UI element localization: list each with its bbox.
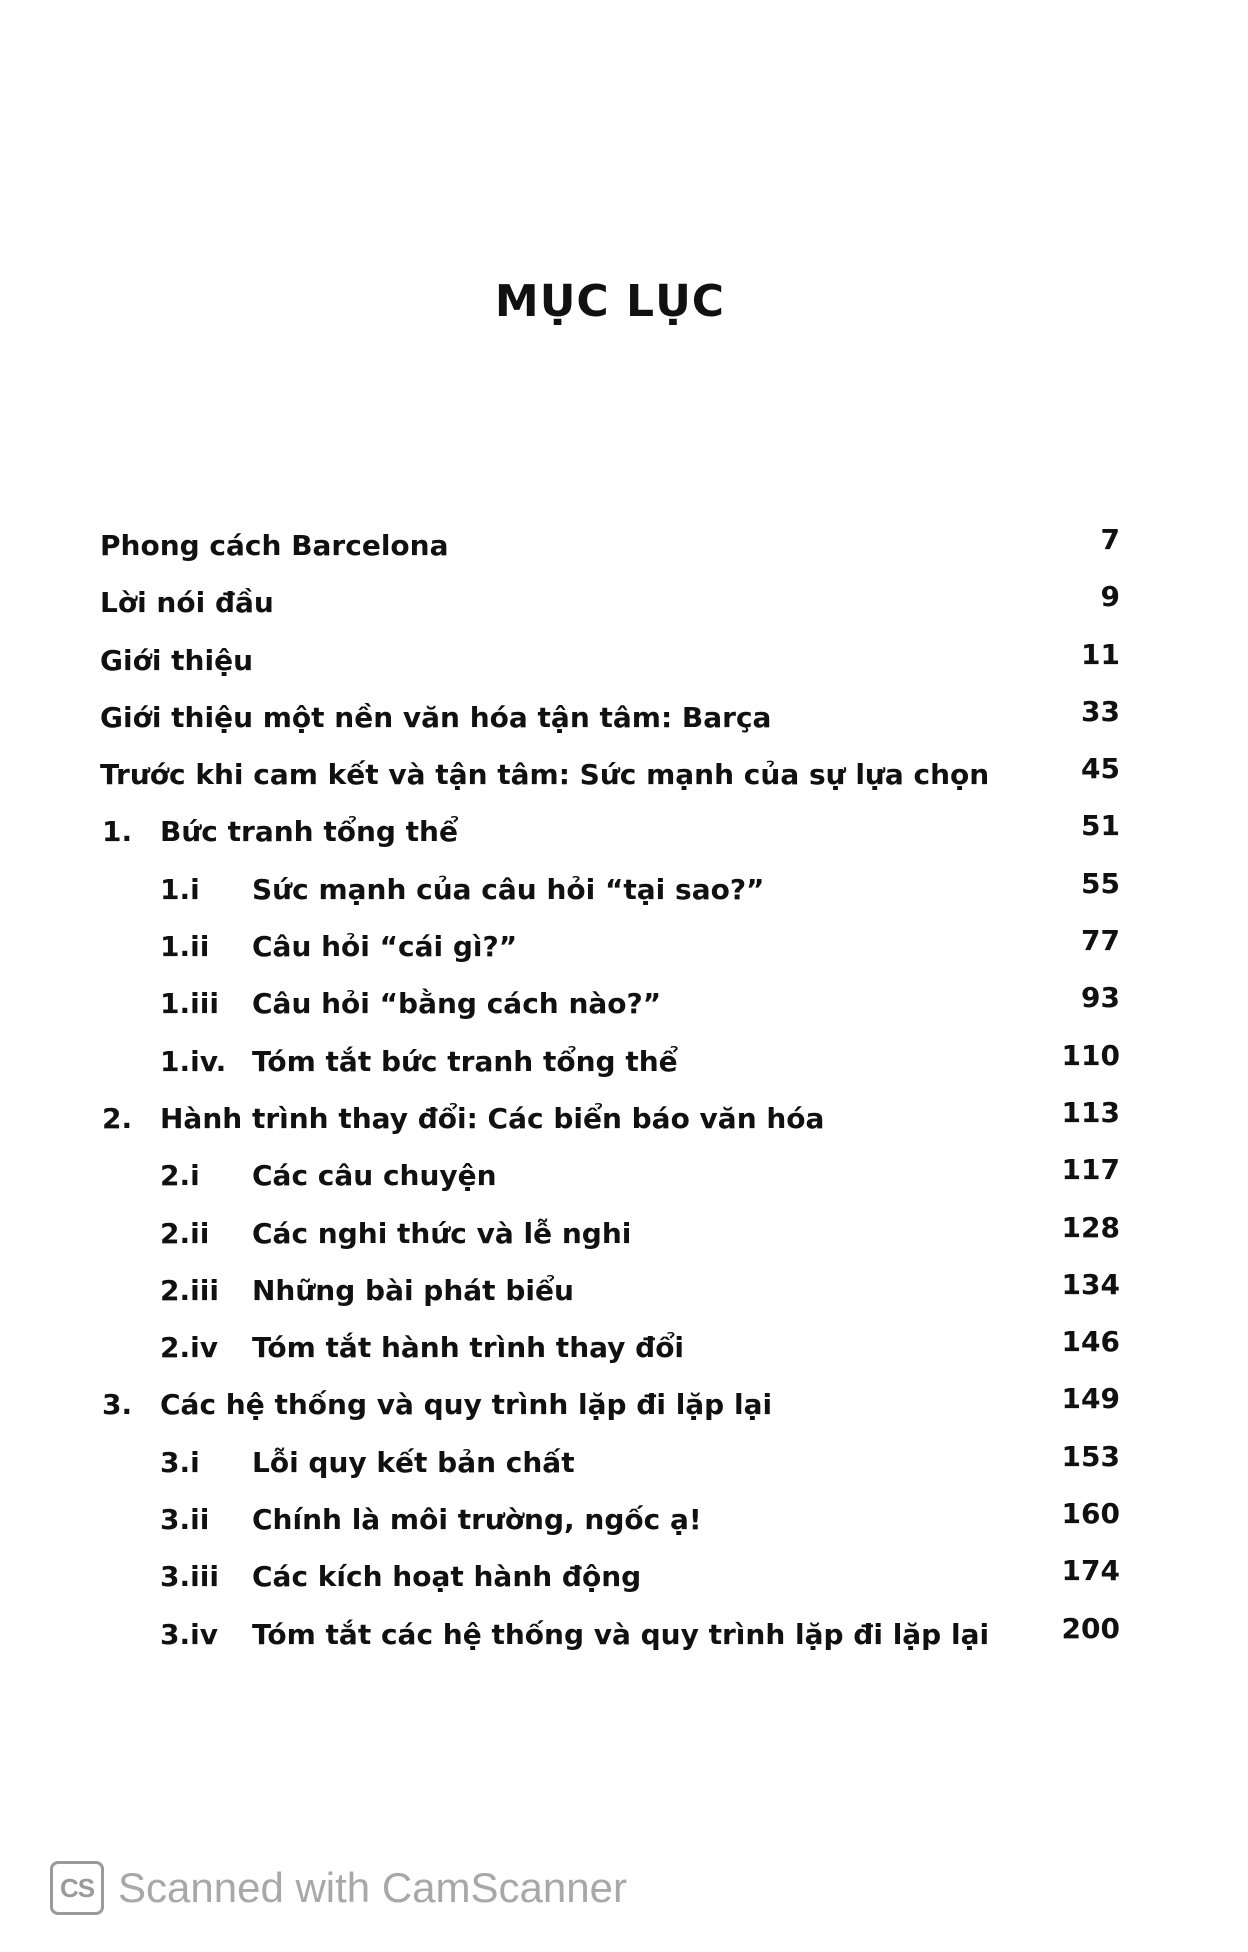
- toc-entry-page-number: 128: [1061, 1210, 1120, 1244]
- toc-entry: [100, 632, 1120, 689]
- toc-entry-page-number: 51: [1081, 809, 1120, 843]
- toc-entry-page-number: 149: [1061, 1382, 1120, 1416]
- toc-entry-title: Giới thiệu: [100, 643, 254, 677]
- toc-entry-title: Giới thiệu một nền văn hóa tận tâm: Barça: [100, 700, 772, 734]
- toc-entry-title: Các hệ thống và quy trình lặp đi lặp lại: [160, 1388, 773, 1422]
- toc-entry-number: 2.iii: [160, 1273, 219, 1307]
- toc-entry-title: Lời nói đầu: [100, 586, 274, 620]
- toc-entry-title: Bức tranh tổng thể: [160, 815, 458, 849]
- toc-entry: [100, 689, 1120, 746]
- toc-entry-title: Tóm tắt hành trình thay đổi: [252, 1331, 685, 1365]
- toc-entry-title: Các nghi thức và lễ nghi: [252, 1216, 632, 1250]
- toc-entry: [100, 975, 1120, 1032]
- watermark-text: Scanned with CamScanner: [118, 1864, 627, 1911]
- toc-entry: [100, 1376, 1120, 1433]
- toc-entry-page-number: 134: [1061, 1267, 1120, 1301]
- toc-entry: [100, 517, 1120, 574]
- toc-entry-number: 3.i: [160, 1445, 200, 1479]
- toc-entry-title: Lỗi quy kết bản chất: [252, 1445, 575, 1479]
- toc-entry-page-number: 153: [1061, 1439, 1120, 1473]
- toc-entry-title: Những bài phát biểu: [252, 1273, 574, 1307]
- toc-entry: [100, 1262, 1120, 1319]
- table-of-contents: [100, 517, 1120, 1663]
- toc-entry-page-number: 55: [1081, 866, 1120, 900]
- toc-entry-number: 2.: [102, 1101, 133, 1135]
- toc-entry-page-number: 146: [1061, 1325, 1120, 1359]
- toc-entry: [100, 1319, 1120, 1376]
- toc-entry-title: Sức mạnh của câu hỏi “tại sao?”: [252, 872, 765, 906]
- toc-entry-number: 3.: [102, 1388, 133, 1422]
- toc-entry-number: 1.: [102, 815, 133, 849]
- toc-entry-title: Chính là môi trường, ngốc ạ!: [252, 1503, 702, 1537]
- toc-entry: [100, 1434, 1120, 1491]
- toc-entry-number: 2.i: [160, 1159, 200, 1193]
- toc-entry-title: Hành trình thay đổi: Các biển báo văn hóa: [160, 1101, 825, 1135]
- toc-entry-title: Trước khi cam kết và tận tâm: Sức mạnh của sự lựa chọn: [100, 758, 990, 792]
- toc-entry: [100, 861, 1120, 918]
- toc-entry-title: Phong cách Barcelona: [100, 529, 449, 562]
- toc-entry: [100, 1548, 1120, 1605]
- toc-entry-page-number: 93: [1081, 981, 1120, 1015]
- toc-entry-page-number: 77: [1081, 924, 1120, 958]
- toc-entry: [100, 1491, 1120, 1548]
- toc-entry: [100, 1090, 1120, 1147]
- toc-entry-number: 1.iii: [160, 987, 219, 1021]
- toc-entry-title: Câu hỏi “cái gì?”: [252, 930, 518, 964]
- toc-entry: [100, 574, 1120, 631]
- toc-entry-page-number: 113: [1061, 1095, 1120, 1129]
- toc-entry: [100, 1205, 1120, 1262]
- toc-entry-page-number: 9: [1100, 580, 1120, 614]
- toc-entry-number: 1.iv.: [160, 1044, 227, 1078]
- toc-entry-page-number: 33: [1081, 694, 1120, 728]
- toc-entry-title: Câu hỏi “bằng cách nào?”: [252, 987, 662, 1021]
- toc-entry: [100, 1147, 1120, 1204]
- toc-entry-number: 1.i: [160, 872, 200, 906]
- toc-entry-page-number: 45: [1081, 752, 1120, 786]
- toc-entry-number: 2.ii: [160, 1216, 210, 1250]
- toc-entry-page-number: 200: [1061, 1611, 1120, 1645]
- toc-entry-number: 3.iii: [160, 1560, 219, 1594]
- camscanner-watermark: [50, 1858, 627, 1918]
- toc-entry-title: Tóm tắt bức tranh tổng thể: [252, 1044, 678, 1078]
- toc-entry-number: 3.iv: [160, 1617, 218, 1651]
- toc-entry: [100, 746, 1120, 803]
- toc-entry: [100, 803, 1120, 860]
- page-title: MỤC LỤC: [494, 276, 726, 327]
- camscanner-logo-icon: CS: [50, 1861, 104, 1915]
- toc-entry-page-number: 11: [1081, 637, 1120, 671]
- toc-entry-page-number: 174: [1061, 1554, 1120, 1588]
- toc-entry-page-number: 160: [1061, 1497, 1120, 1531]
- toc-entry-title: Các kích hoạt hành động: [252, 1560, 642, 1594]
- toc-entry: [100, 1606, 1120, 1663]
- toc-entry-title: Các câu chuyện: [252, 1159, 497, 1193]
- toc-entry: [100, 1033, 1120, 1090]
- toc-entry-number: 2.iv: [160, 1331, 218, 1365]
- toc-entry-title: Tóm tắt các hệ thống và quy trình lặp đi lặp lại: [252, 1617, 990, 1651]
- toc-entry-number: 1.ii: [160, 930, 210, 964]
- toc-entry-page-number: 7: [1100, 523, 1120, 556]
- toc-entry: [100, 918, 1120, 975]
- toc-entry-number: 3.ii: [160, 1503, 210, 1537]
- toc-entry-page-number: 110: [1061, 1038, 1120, 1072]
- toc-entry-page-number: 117: [1061, 1153, 1120, 1187]
